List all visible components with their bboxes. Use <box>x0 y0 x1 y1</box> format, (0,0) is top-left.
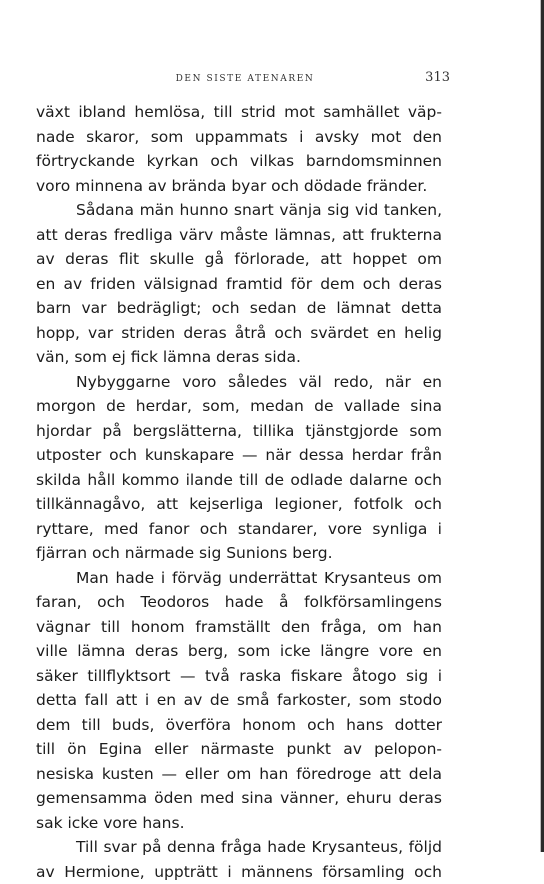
text-line: faran, och Teodoros hade å folkförsamlingens <box>36 590 442 615</box>
text-line: en av friden välsignad framtid för dem och deras <box>36 272 442 297</box>
page-number: 313 <box>410 70 450 85</box>
text-line: utposter och kunskapare — när dessa herdar från <box>36 443 442 468</box>
text-line: hjordar på bergslätterna, tillika tjänstgjorde som <box>36 419 442 444</box>
text-line: av Hermione, uppträtt i männens församling och <box>36 860 442 884</box>
text-line: sak icke vore hans. <box>36 811 442 836</box>
text-line: säker tillflyktsort — två raska fiskare åtogo sig i <box>36 664 442 689</box>
text-line: till ön Egina eller närmaste punkt av pelopon- <box>36 737 442 762</box>
text-line: nesiska kusten — eller om han föredroge att dela <box>36 762 442 787</box>
text-line: dem till buds, överföra honom och hans dotter <box>36 713 442 738</box>
text-line: gemensamma öden med sina vänner, ehuru deras <box>36 786 442 811</box>
text-line: förtryckande kyrkan och vilkas barndomsminnen <box>36 149 442 174</box>
text-line: ryttare, med fanor och standarer, vore synliga i <box>36 517 442 542</box>
text-line: detta fall att i en av de små farkoster, som stodo <box>36 688 442 713</box>
text-line: barn var bedrägligt; och sedan de lämnat detta <box>36 296 442 321</box>
text-line: Nybyggarne voro således väl redo, när en <box>36 370 442 395</box>
body-text <box>36 100 442 884</box>
text-line: skilda håll kommo ilande till de odlade dalarne och <box>36 468 442 493</box>
text-line: Man hade i förväg underrättat Krysanteus om <box>36 566 442 591</box>
text-line: av deras flit skulle gå förlorade, att hoppet om <box>36 247 442 272</box>
text-line: morgon de herdar, som, medan de vallade sina <box>36 394 442 419</box>
text-line: hopp, var striden deras åtrå och svärdet en helig <box>36 321 442 346</box>
text-line: tillkännagåvo, att kejserliga legioner, fotfolk och <box>36 492 442 517</box>
text-line: fjärran och närmade sig Sunions berg. <box>36 541 442 566</box>
text-line: växt ibland hemlösa, till strid mot samhället väp- <box>36 100 442 125</box>
text-line: Till svar på denna fråga hade Krysanteus, följd <box>36 835 442 860</box>
text-line: nade skaror, som uppammats i avsky mot den <box>36 125 442 150</box>
running-head: DEN SISTE ATENAREN <box>130 74 360 84</box>
text-line: voro minnena av brända byar och dödade fränder. <box>36 174 442 199</box>
text-line: ville lämna deras berg, som icke längre vore en <box>36 639 442 664</box>
page-header <box>0 70 544 88</box>
text-line: att deras fredliga värv måste lämnas, att frukterna <box>36 223 442 248</box>
text-line: vän, som ej fick lämna deras sida. <box>36 345 442 370</box>
text-line: vägnar till honom framställt den fråga, om han <box>36 615 442 640</box>
text-line: Sådana män hunno snart vänja sig vid tanken, <box>36 198 442 223</box>
